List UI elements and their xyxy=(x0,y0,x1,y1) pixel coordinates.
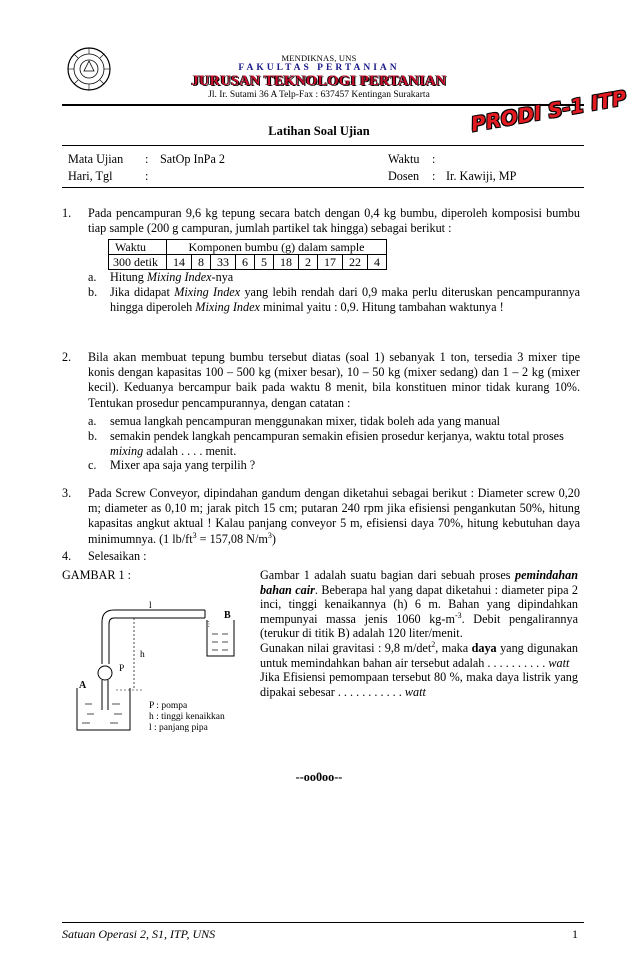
q2-number: 2. xyxy=(62,350,72,364)
table-cell: 5 xyxy=(255,255,274,270)
q2-text: Bila akan membuat tepung bumbu tersebut diatas (soal 1) sebanyak 1 ton, tersedia 3 mixer tipe konis dengan kapasitas 100 – 500 kg (mixer besar), 10 – 50 kg (mixer sedang) dan 1 – 2 kg (mixer kecil). Keduanya bercampur baik pada waktu 8 menit, bila konstituen minor tidak kurang 10%. Tentukan prosedur pencampurannya, dengan catatan : xyxy=(88,350,580,410)
page-title: Latihan Soal Ujian xyxy=(268,124,370,138)
table-cell: 17 xyxy=(318,255,343,270)
q2a-text: semua langkah pencampuran menggunakan mixer, tidak boleh ada yang manual xyxy=(110,414,501,428)
table-cell: 4 xyxy=(368,255,387,270)
page-number: 1 xyxy=(572,927,578,941)
footer-course: Satuan Operasi 2, S1, ITP, UNS xyxy=(62,927,216,941)
q4-number: 4. xyxy=(62,549,72,563)
colon: : xyxy=(432,169,436,183)
mata-ujian-label: Mata Ujian xyxy=(68,152,124,166)
faculty-name: FAKULTAS PERTANIAN xyxy=(238,63,400,73)
table-cell: 6 xyxy=(236,255,255,270)
mata-ujian-value: SatOp InPa 2 xyxy=(160,152,225,166)
colon: : xyxy=(432,152,436,166)
table-row-label: 300 detik xyxy=(109,255,167,270)
table-header-waktu: Waktu xyxy=(109,240,167,255)
info-top-rule xyxy=(62,145,584,146)
q1-number: 1. xyxy=(62,206,72,220)
ministry-name: MENDIKNAS, UNS xyxy=(281,53,357,63)
legend-tinggi: h : tinggi kenaikkan xyxy=(149,712,225,722)
q4-description: Gambar 1 adalah suatu bagian dari sebuah proses pemindahan bahan cair. Beberapa hal yang dapat diketahui : diameter pipa 2 inci, tinggi kenaikannya (h) 6 m. Bahan yang dipindahkan mempunyai massa jenis 1060 $kg-m^{-3}$. Debit pengalirannya (terukur di titik B) adalah 120 liter/menit. Gunakan nilai gravitasi : 9,8 $m/\det^2$, maka daya yang digunakan untuk memindahkan bahan air tersebut adalah . . . . . . . . . . watt Jika Efisiensi pemompaan tersebut 80 %, maka daya listrik yang dipakai sebesar . . . . . . . . . . . watt xyxy=(260,568,579,699)
dosen-label: Dosen xyxy=(388,169,420,183)
label-b: B xyxy=(224,610,231,621)
q3-number: 3. xyxy=(62,486,72,500)
gambar-label: GAMBAR 1 : xyxy=(62,568,132,582)
q3-text: Pada Screw Conveyor, dipindahan gandum dengan diketahui sebagai berikut : Diameter screw 0,20 m; diameter as 0,10 m; jarak pitch 15 cm; putaran 240 rpm jika efisiensi pengankutan 50%, hitung kapasitas angkut aktual ! Kalau panjang conveyor 5 m, efisiensi daya 70%, hitung kebutuhan daya minimumnya. (1 $lb/ft^3 = 157,08$ $N/m^3$) xyxy=(88,486,580,546)
table-cell: 22 xyxy=(343,255,368,270)
waktu-label: Waktu xyxy=(388,152,420,166)
q1a-text: Hitung Mixing Index-nya xyxy=(110,270,234,284)
q2c-text: Mixer apa saja yang terpilih ? xyxy=(110,458,256,472)
closing-mark: --oo0oo-- xyxy=(295,770,343,784)
label-h: h xyxy=(140,650,145,660)
colon: : xyxy=(145,169,149,183)
q2a-label: a. xyxy=(88,414,97,428)
table-cell: 8 xyxy=(192,255,211,270)
dosen-value: Ir. Kawiji, MP xyxy=(446,169,517,183)
footer-rule xyxy=(62,922,584,923)
hari-label: Hari, Tgl xyxy=(68,169,113,183)
pump-figure xyxy=(72,592,252,742)
q1b-label: b. xyxy=(88,285,98,299)
colon: : xyxy=(145,152,149,166)
q2b-label: b. xyxy=(88,429,98,443)
table-cell: 18 xyxy=(274,255,299,270)
q4-label: Selesaikan : xyxy=(88,549,147,563)
label-a: A xyxy=(79,680,87,691)
table-cell: 14 xyxy=(167,255,192,270)
q2c-label: c. xyxy=(88,458,97,472)
info-bottom-rule xyxy=(62,187,584,188)
q1b-text: Jika didapat Mixing Index yang lebih rendah dari 0,9 maka perlu diteruskan pencampurannya hingga diperoleh Mixing Index minimal yaitu : 0,9. Hitung tambahan waktunya ! xyxy=(110,285,581,314)
table-cell: 33 xyxy=(211,255,236,270)
label-p: P xyxy=(119,664,125,674)
table-cell: 2 xyxy=(299,255,318,270)
legend-panjang: l : panjang pipa xyxy=(149,723,208,733)
q2b-text: semakin pendek langkah pencampuran semakin efisien prosedur kerjanya, waktu total proses mixing adalah . . . . menit. xyxy=(110,429,564,458)
program-badge: PRODI S-1 ITP xyxy=(469,85,629,137)
q1-text: Pada pencampuran 9,6 kg tepung secara batch dengan 0,4 kg bumbu, diperoleh komposisi bumbu tiap sample (200 g campuran, jumlah partikel tak hingga) sebagai berikut : xyxy=(88,206,580,236)
department-name: JURUSAN TEKNOLOGI PERTANIAN xyxy=(191,73,447,89)
q1a-label: a. xyxy=(88,270,97,284)
legend-pompa: P : pompa xyxy=(149,701,188,711)
table-header-komponen: Komponen bumbu (g) dalam sample xyxy=(167,240,387,255)
sample-table xyxy=(108,239,387,270)
address: Jl. Ir. Sutami 36 A Telp-Fax : 637457 Kentingan Surakarta xyxy=(208,90,430,100)
label-l: l xyxy=(149,601,152,611)
